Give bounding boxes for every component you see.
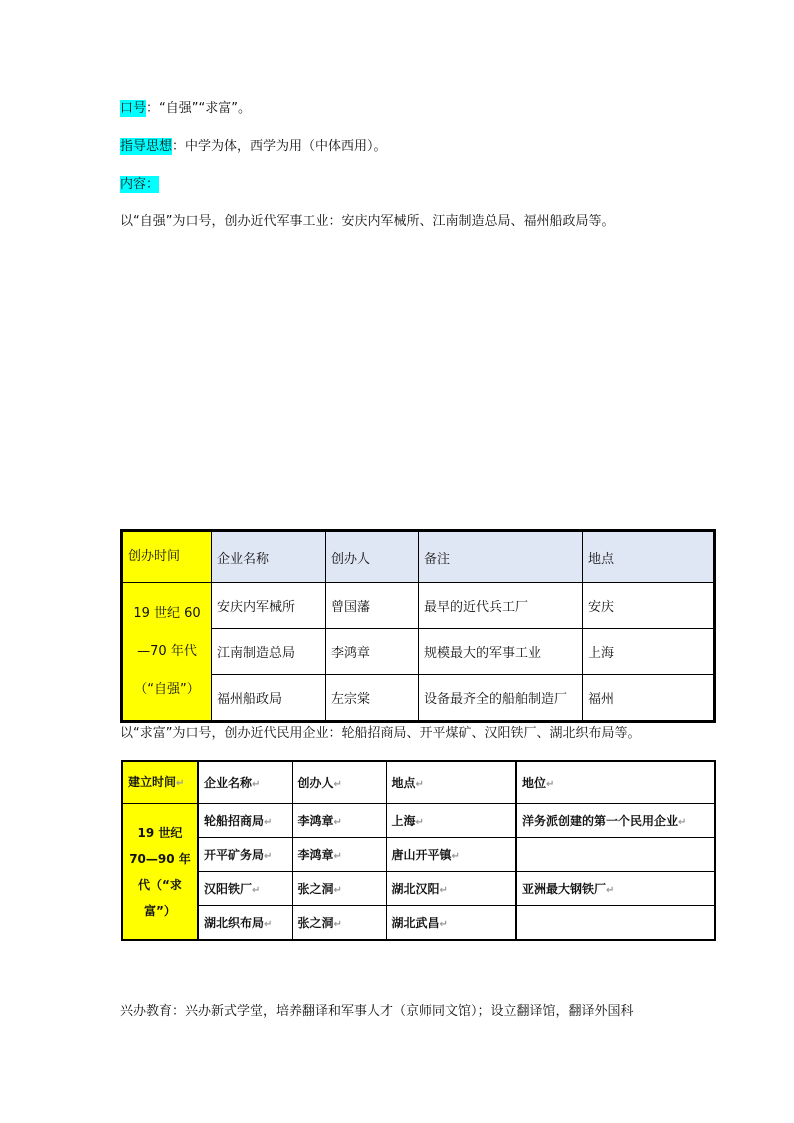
founder: 曾国藩 — [326, 583, 419, 629]
header-cell: 创办时间 — [122, 531, 212, 583]
founder: 左宗棠 — [326, 675, 419, 722]
enterprise-name: 汉阳铁厂↵ — [198, 872, 292, 906]
place: 安庆 — [583, 583, 715, 629]
table-row — [122, 583, 715, 629]
thought-text: ：中学为体，西学为用（中体西用）。 — [172, 139, 387, 154]
civil-industry-table — [121, 760, 716, 941]
table-row — [122, 872, 715, 906]
enterprise-name: 轮船招商局↵ — [198, 804, 292, 838]
place: 湖北武昌↵ — [386, 906, 516, 941]
header-cell: 地位↵ — [516, 761, 715, 804]
military-industry-line: 以“自强”为口号，创办近代军事工业：安庆内军械所、江南制造总局、福州船政局等。 — [120, 214, 615, 229]
table-header-row — [122, 531, 715, 583]
founder: 李鸿章 — [326, 629, 419, 675]
education-line: 兴办教育：兴办新式学堂，培养翻译和军事人才（京师同文馆）；设立翻译馆，翻译外国科 — [120, 1004, 634, 1019]
header-cell: 企业名称 — [212, 531, 326, 583]
slogan-label: 口号 — [120, 101, 147, 116]
table-row — [122, 804, 715, 838]
header-cell: 建立时间↵ — [122, 761, 198, 804]
content-label: 内容： — [120, 177, 160, 192]
slogan-line — [120, 98, 251, 120]
military-industry-table — [120, 529, 716, 723]
founder: 张之洞↵ — [292, 872, 386, 906]
header-cell: 创办人↵ — [292, 761, 386, 804]
header-cell: 地点↵ — [386, 761, 516, 804]
enterprise-name: 湖北织布局↵ — [198, 906, 292, 941]
enterprise-name: 福州船政局 — [212, 675, 326, 722]
enterprise-name: 安庆内军械所 — [212, 583, 326, 629]
status — [516, 838, 715, 872]
slogan-text: ：“自强”“求富”。 — [146, 101, 251, 116]
status: 洋务派创建的第一个民用企业↵ — [516, 804, 715, 838]
period-cell: 19 世纪 60—70 年代（“自强”） — [122, 583, 212, 722]
founder: 李鸿章↵ — [292, 838, 386, 872]
note: 规模最大的军事工业 — [419, 629, 583, 675]
status: 亚洲最大钢铁厂↵ — [516, 872, 715, 906]
thought-label: 指导思想 — [120, 139, 173, 154]
place: 上海↵ — [386, 804, 516, 838]
founder: 张之洞↵ — [292, 906, 386, 941]
table-row — [122, 906, 715, 941]
place: 福州 — [583, 675, 715, 722]
period-cell: 19 世纪 70—90 年代（“求富”） — [122, 804, 198, 941]
place: 上海 — [583, 629, 715, 675]
note: 最早的近代兵工厂 — [419, 583, 583, 629]
enterprise-name: 开平矿务局↵ — [198, 838, 292, 872]
header-cell: 地点 — [583, 531, 715, 583]
table-row — [122, 838, 715, 872]
enterprise-name: 江南制造总局 — [212, 629, 326, 675]
content-line — [120, 174, 159, 196]
place: 唐山开平镇↵ — [386, 838, 516, 872]
founder: 李鸿章↵ — [292, 804, 386, 838]
table-header-row — [122, 761, 715, 804]
header-cell: 企业名称↵ — [198, 761, 292, 804]
note: 设备最齐全的船舶制造厂 — [419, 675, 583, 722]
thought-line — [120, 136, 387, 158]
place: 湖北汉阳↵ — [386, 872, 516, 906]
status — [516, 906, 715, 941]
header-cell: 创办人 — [326, 531, 419, 583]
civil-industry-line: 以“求富”为口号，创办近代民用企业：轮船招商局、开平煤矿、汉阳铁厂、湖北织布局等。 — [120, 726, 641, 741]
header-cell: 备注 — [419, 531, 583, 583]
